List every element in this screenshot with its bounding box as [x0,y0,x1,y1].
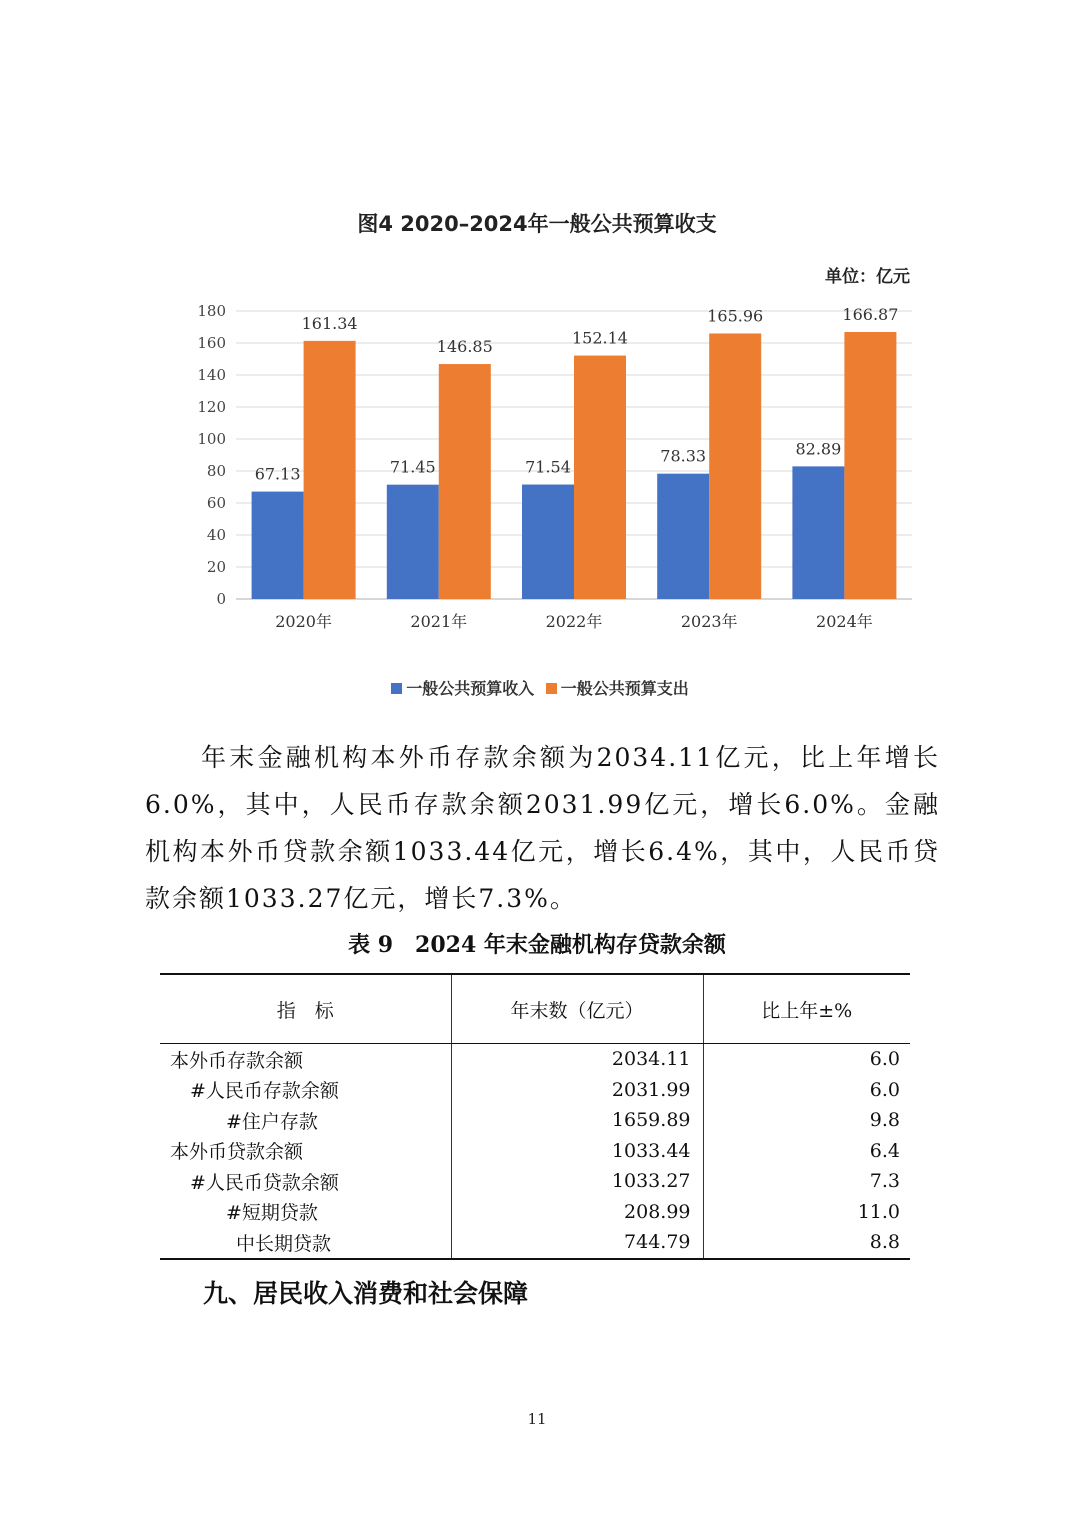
data-label: 146.85 [436,337,493,357]
header-change: 比上年±% [703,974,910,1044]
y-tick-label: 40 [206,526,226,544]
row-label: #短期贷款 [160,1197,451,1228]
chart-unit: 单位：亿元 [825,267,910,287]
bar-income [252,492,304,599]
legend-swatch-expenditure [546,683,557,694]
table-row [160,1166,910,1197]
legend-swatch-income [391,683,402,694]
data-label: 152.14 [572,328,628,348]
section-heading: 九、居民收入消费和社会保障 [203,1279,529,1308]
y-tick-label: 160 [197,334,226,352]
table-row [160,1197,910,1228]
x-tick-label: 2023年 [680,612,738,631]
y-tick-label: 60 [206,494,226,512]
header-year-end-value: 年末数（亿元） [451,974,703,1044]
row-change: 6.0 [869,1078,900,1101]
data-label: 161.34 [301,313,358,333]
x-tick-label: 2022年 [545,612,603,631]
table-title: 表 9 2024 年末金融机构存贷款余额 [348,932,726,958]
bar-expenditure [844,332,896,599]
bar-income [792,466,844,599]
body-paragraph: 年末金融机构本外币存款余额为2034.11亿元，比上年增长6.0%，其中，人民币存款余额2031.99亿元，增长6.0%。金融机构本外币贷款余额1033.44亿元，增长6.4%，其中，人民币贷款余额1033.27亿元，增长7.3%。 [145,743,940,913]
data-label: 78.33 [660,446,707,466]
legend-label-expenditure: 一般公共预算支出 [560,679,689,698]
x-tick-label: 2024年 [816,612,873,631]
chart-legend [0,676,1074,699]
y-tick-label: 20 [206,558,226,576]
bar-expenditure [439,364,491,599]
y-tick-label: 100 [197,430,226,448]
row-label: 本外币贷款余额 [160,1136,451,1167]
data-label: 67.13 [254,464,301,484]
bar-income [657,474,709,599]
data-label: 71.54 [525,457,571,477]
row-value: 1659.89 [451,1105,703,1136]
x-tick-label: 2021年 [410,612,468,631]
bar-chart [0,0,1074,700]
row-value: 744.79 [451,1227,703,1259]
data-label: 82.89 [795,439,842,459]
row-value: 208.99 [451,1197,703,1228]
x-tick-label: 2020年 [275,612,332,631]
row-change: 11.0 [857,1200,900,1223]
deposit-loan-table [160,973,910,1260]
table-row [160,1075,910,1106]
row-label: 本外币存款余额 [160,1044,451,1075]
data-label: 165.96 [707,306,764,326]
row-label: #人民币贷款余额 [160,1166,451,1197]
bar-expenditure [709,333,761,599]
y-tick-label: 140 [197,366,226,384]
bar-income [387,485,439,599]
table-row [160,1227,910,1259]
table-header-row [160,974,910,1044]
row-value: 2034.11 [451,1044,703,1075]
table-row [160,1044,910,1075]
row-label: #住户存款 [160,1105,451,1136]
data-label: 71.45 [389,457,436,477]
row-label: #人民币存款余额 [160,1075,451,1106]
page-number: 11 [527,1410,547,1428]
chart-title: 图4 2020–2024年一般公共预算收支 [357,212,717,236]
y-tick-label: 120 [197,398,226,416]
row-change: 9.8 [869,1109,900,1132]
y-tick-label: 0 [216,590,226,608]
y-tick-label: 80 [206,462,226,480]
row-change: 6.0 [869,1048,900,1071]
y-tick-label: 180 [197,302,226,320]
row-value: 2031.99 [451,1075,703,1106]
bar-expenditure [304,341,356,599]
bar-expenditure [574,356,626,599]
row-change: 6.4 [869,1139,900,1162]
row-change: 8.8 [703,1227,910,1259]
header-indicator: 指 标 [160,974,451,1044]
legend-label-income: 一般公共预算收入 [406,679,535,698]
row-change: 7.3 [869,1170,900,1193]
row-value: 1033.27 [451,1166,703,1197]
bar-income [522,485,574,599]
table-row [160,1105,910,1136]
row-value: 1033.44 [451,1136,703,1167]
data-label: 166.87 [842,305,899,325]
row-label: 中长期贷款 [160,1227,451,1259]
table-row [160,1136,910,1167]
